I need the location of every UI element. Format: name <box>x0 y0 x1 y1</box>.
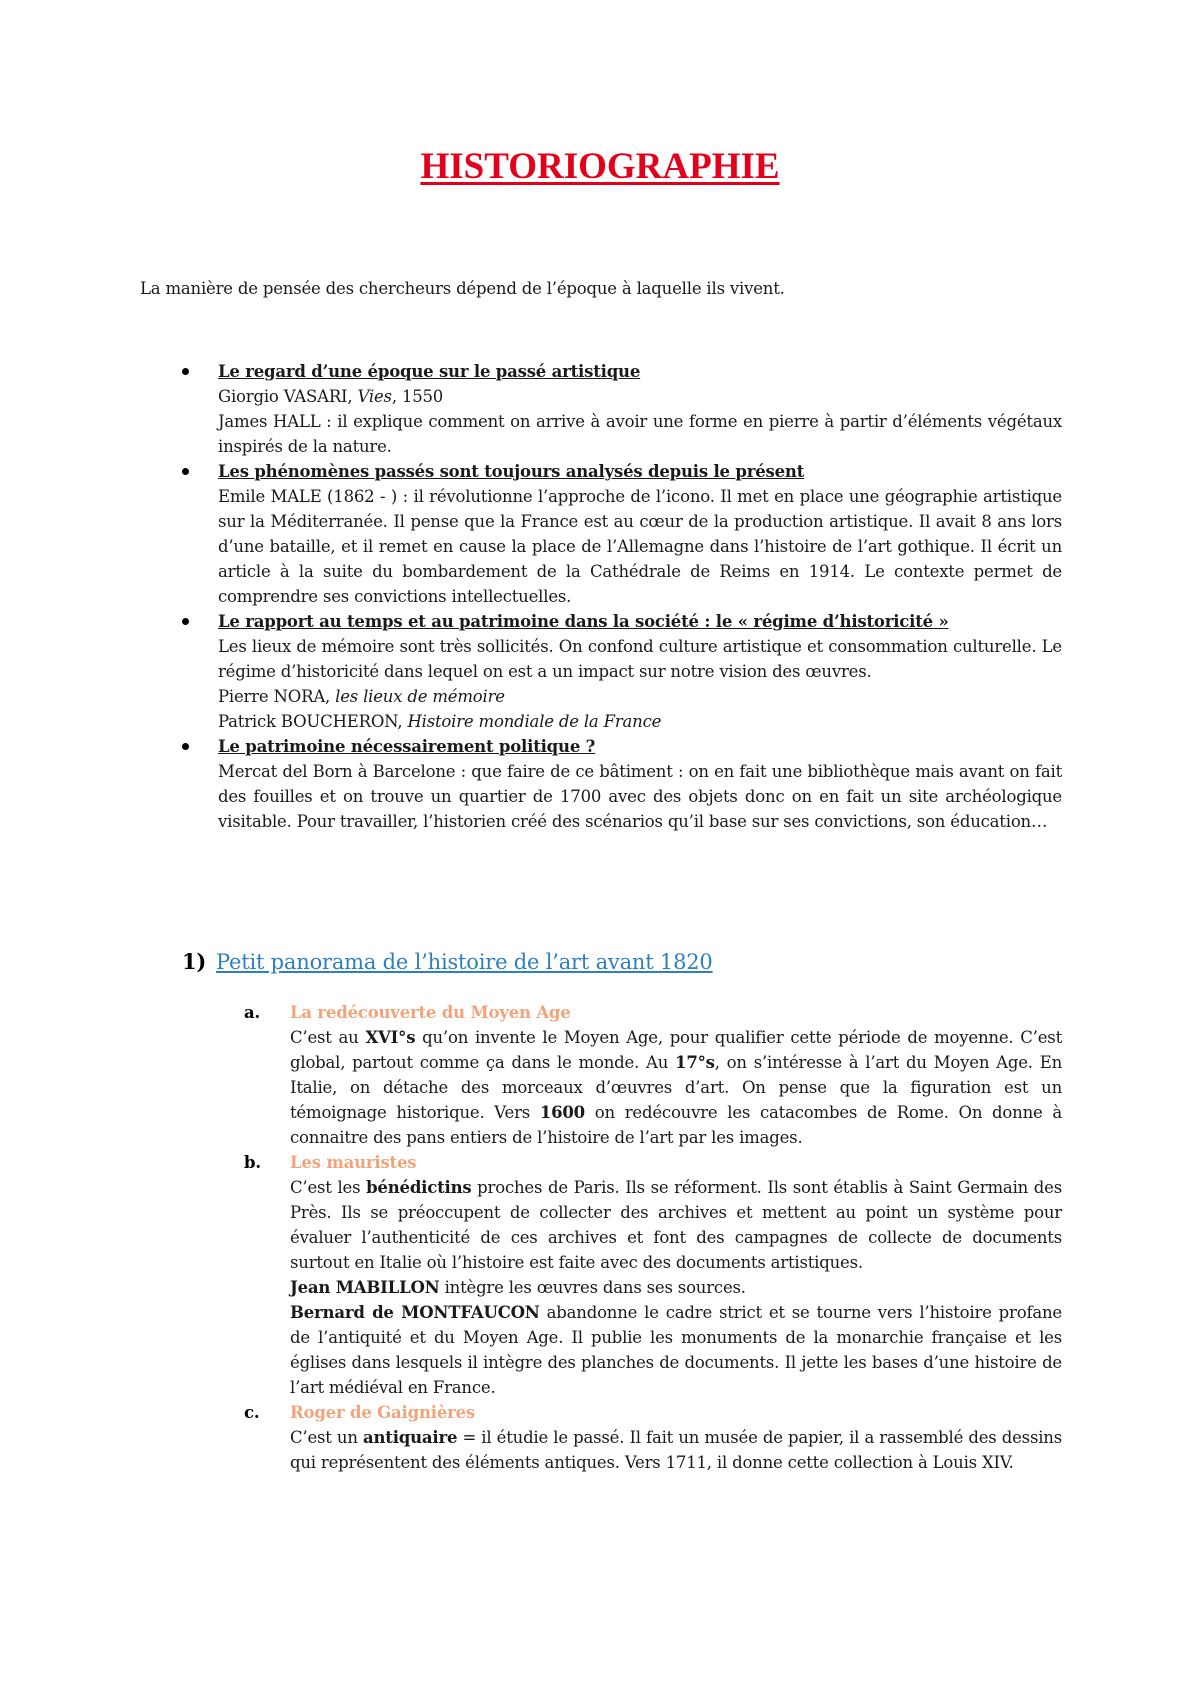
list-item <box>182 609 1062 734</box>
ref-author: Pierre NORA, <box>218 687 336 706</box>
ref-date: , 1550 <box>391 387 444 406</box>
list-item <box>244 1150 1062 1400</box>
bullet-text: James HALL : il explique comment on arrive à avoir une forme en pierre à partir d’éléments végétaux inspirés de la nature. <box>218 412 1062 456</box>
subsection-text: C’est un antiquaire = il étudie le passé. Il fait un musée de papier, il a rassemblé des dessins qui représentent des éléments antiques. Vers 1711, il donne cette collection à Louis XIV. <box>290 1428 1062 1472</box>
subsection-heading: Les mauristes <box>290 1153 417 1172</box>
list-item <box>182 734 1062 834</box>
subsection-letter: c. <box>244 1403 260 1422</box>
ref-work: les lieux de mémoire <box>335 687 505 706</box>
bullet-icon <box>182 743 189 750</box>
list-item <box>182 459 1062 609</box>
bullet-icon <box>182 368 189 375</box>
bullet-heading: Le patrimoine nécessairement politique ? <box>218 737 596 756</box>
bullet-reference <box>218 384 1062 409</box>
bullet-heading: Le regard d’une époque sur le passé artistique <box>218 362 641 381</box>
bullet-heading: Le rapport au temps et au patrimoine dans la société : le « régime d’historicité » <box>218 612 949 631</box>
list-item <box>182 359 1062 459</box>
bullet-icon <box>182 468 189 475</box>
bullet-reference <box>218 684 1062 709</box>
list-item <box>244 1000 1062 1150</box>
section-number: 1) <box>182 949 207 974</box>
bullet-text: Mercat del Born à Barcelone : que faire de ce bâtiment : on en fait une bibliothèque mais avant on fait des fouilles et on trouve un quartier de 1700 avec des objets donc on en fait un site archéologique visitable. Pour travailler, l’historien créé des scénarios qu’il base sur ses convictions, son éducation… <box>218 762 1062 831</box>
subsection-list <box>244 1000 1062 1475</box>
section-heading <box>182 948 1062 976</box>
ref-author: Patrick BOUCHERON, <box>218 712 408 731</box>
subsection-text: Bernard de MONTFAUCON abandonne le cadre strict et se tourne vers l’histoire profane de l’antiquité et du Moyen Age. Il publie les monuments de la monarchie française et les églises dans lesquels il intègre des planches de documents. Il jette les bases d’une histoire de l’art médiéval en France. <box>290 1303 1063 1397</box>
bullet-reference <box>218 709 1062 734</box>
ref-author: Giorgio VASARI, <box>218 387 358 406</box>
bullet-icon <box>182 618 189 625</box>
subsection-text: Jean MABILLON intègre les œuvres dans ses sources. <box>290 1278 746 1297</box>
section-title: Petit panorama de l’histoire de l’art avant 1820 <box>216 950 713 974</box>
document-title: HISTORIOGRAPHIE <box>420 146 780 187</box>
bullet-heading: Les phénomènes passés sont toujours analysés depuis le présent <box>218 462 805 481</box>
bullet-list <box>182 359 1062 834</box>
ref-work: Histoire mondiale de la France <box>407 712 662 731</box>
intro-paragraph: La manière de pensée des chercheurs dépend de l’époque à laquelle ils vivent. <box>140 279 785 298</box>
ref-work: Vies <box>357 387 392 406</box>
bullet-text: Emile MALE (1862 - ) : il révolutionne l’approche de l’icono. Il met en place une géographie artistique sur la Méditerranée. Il pense que la France est au cœur de la production artistique. Il avait 8 ans lors d’une bataille, et il remet en cause la place de l’Allemagne dans l’histoire de l’art gothique. Il écrit un article à la suite du bombardement de la Cathédrale de Reims en 1914. Le contexte permet de comprendre ses convictions intellectuelles. <box>218 487 1062 606</box>
subsection-heading: La redécouverte du Moyen Age <box>290 1003 571 1022</box>
bullet-text: Les lieux de mémoire sont très sollicités. On confond culture artistique et consommation culturelle. Le régime d’historicité dans lequel on est a un impact sur notre vision des œuvres. <box>218 637 1062 681</box>
subsection-letter: b. <box>244 1153 261 1172</box>
list-item <box>244 1400 1062 1475</box>
subsection-heading: Roger de Gaignières <box>290 1403 475 1422</box>
subsection-text: C’est les bénédictins proches de Paris. Ils se réforment. Ils sont établis à Saint Germain des Près. Ils se préoccupent de collecter des archives et mettent au point un système pour évaluer l’authenticité de ces archives et font des campagnes de collecte de documents surtout en Italie où l’histoire est faite avec des documents artistiques. <box>290 1178 1062 1272</box>
subsection-text: C’est au XVI°s qu’on invente le Moyen Age, pour qualifier cette période de moyenne. C’est global, partout comme ça dans le monde. Au 17°s, on s’intéresse à l’art du Moyen Age. En Italie, on détache des morceaux d’œuvres d’art. On pense que la figuration est un témoignage historique. Vers 1600 on redécouvre les catacombes de Rome. On donne à connaitre des pans entiers de l’histoire de l’art par les images. <box>290 1028 1063 1147</box>
subsection-letter: a. <box>244 1003 261 1022</box>
